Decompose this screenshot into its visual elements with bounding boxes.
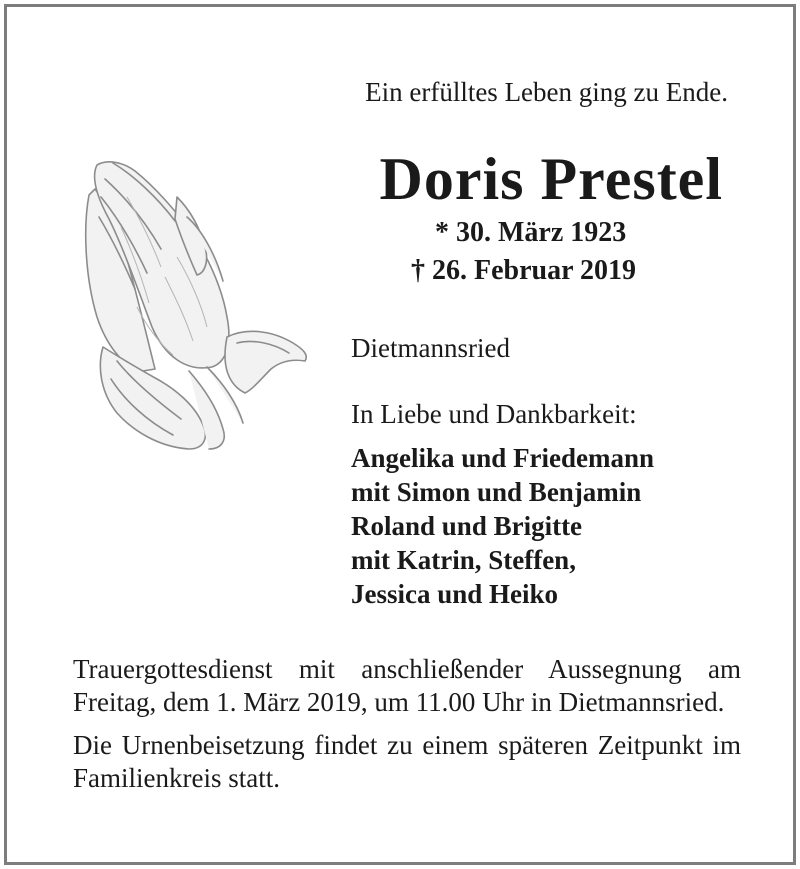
service-paragraph: Trauergottesdienst mit anschließender Aussegnung am Freitag, dem 1. März 2019, um 11.00 Uhr in Dietmannsried. — [73, 654, 741, 717]
burial-paragraph: Die Urnenbeisetzung findet zu einem späteren Zeitpunkt im Familienkreis statt. — [73, 730, 741, 793]
mourner-line: Angelika und Friedemann — [351, 443, 655, 473]
mourner-line: mit Katrin, Steffen, — [351, 545, 576, 575]
death-date: † 26. Februar 2019 — [411, 255, 637, 286]
service-info — [73, 653, 741, 805]
motto-text: Ein erfülltes Leben ging zu Ende. — [365, 77, 728, 107]
mourner-line: Roland und Brigitte — [351, 511, 583, 541]
praying-hands-icon — [77, 157, 317, 457]
mourner-line: Jessica und Heiko — [351, 579, 559, 609]
place-name: Dietmannsried — [351, 333, 510, 363]
thanks-intro: In Liebe und Dankbarkeit: — [351, 399, 637, 429]
mourner-line: mit Simon und Benjamin — [351, 477, 642, 507]
birth-date: * 30. März 1923 — [435, 217, 627, 248]
notice-frame — [4, 4, 796, 865]
mourners-list — [351, 441, 654, 611]
deceased-name: Doris Prestel — [379, 146, 723, 212]
